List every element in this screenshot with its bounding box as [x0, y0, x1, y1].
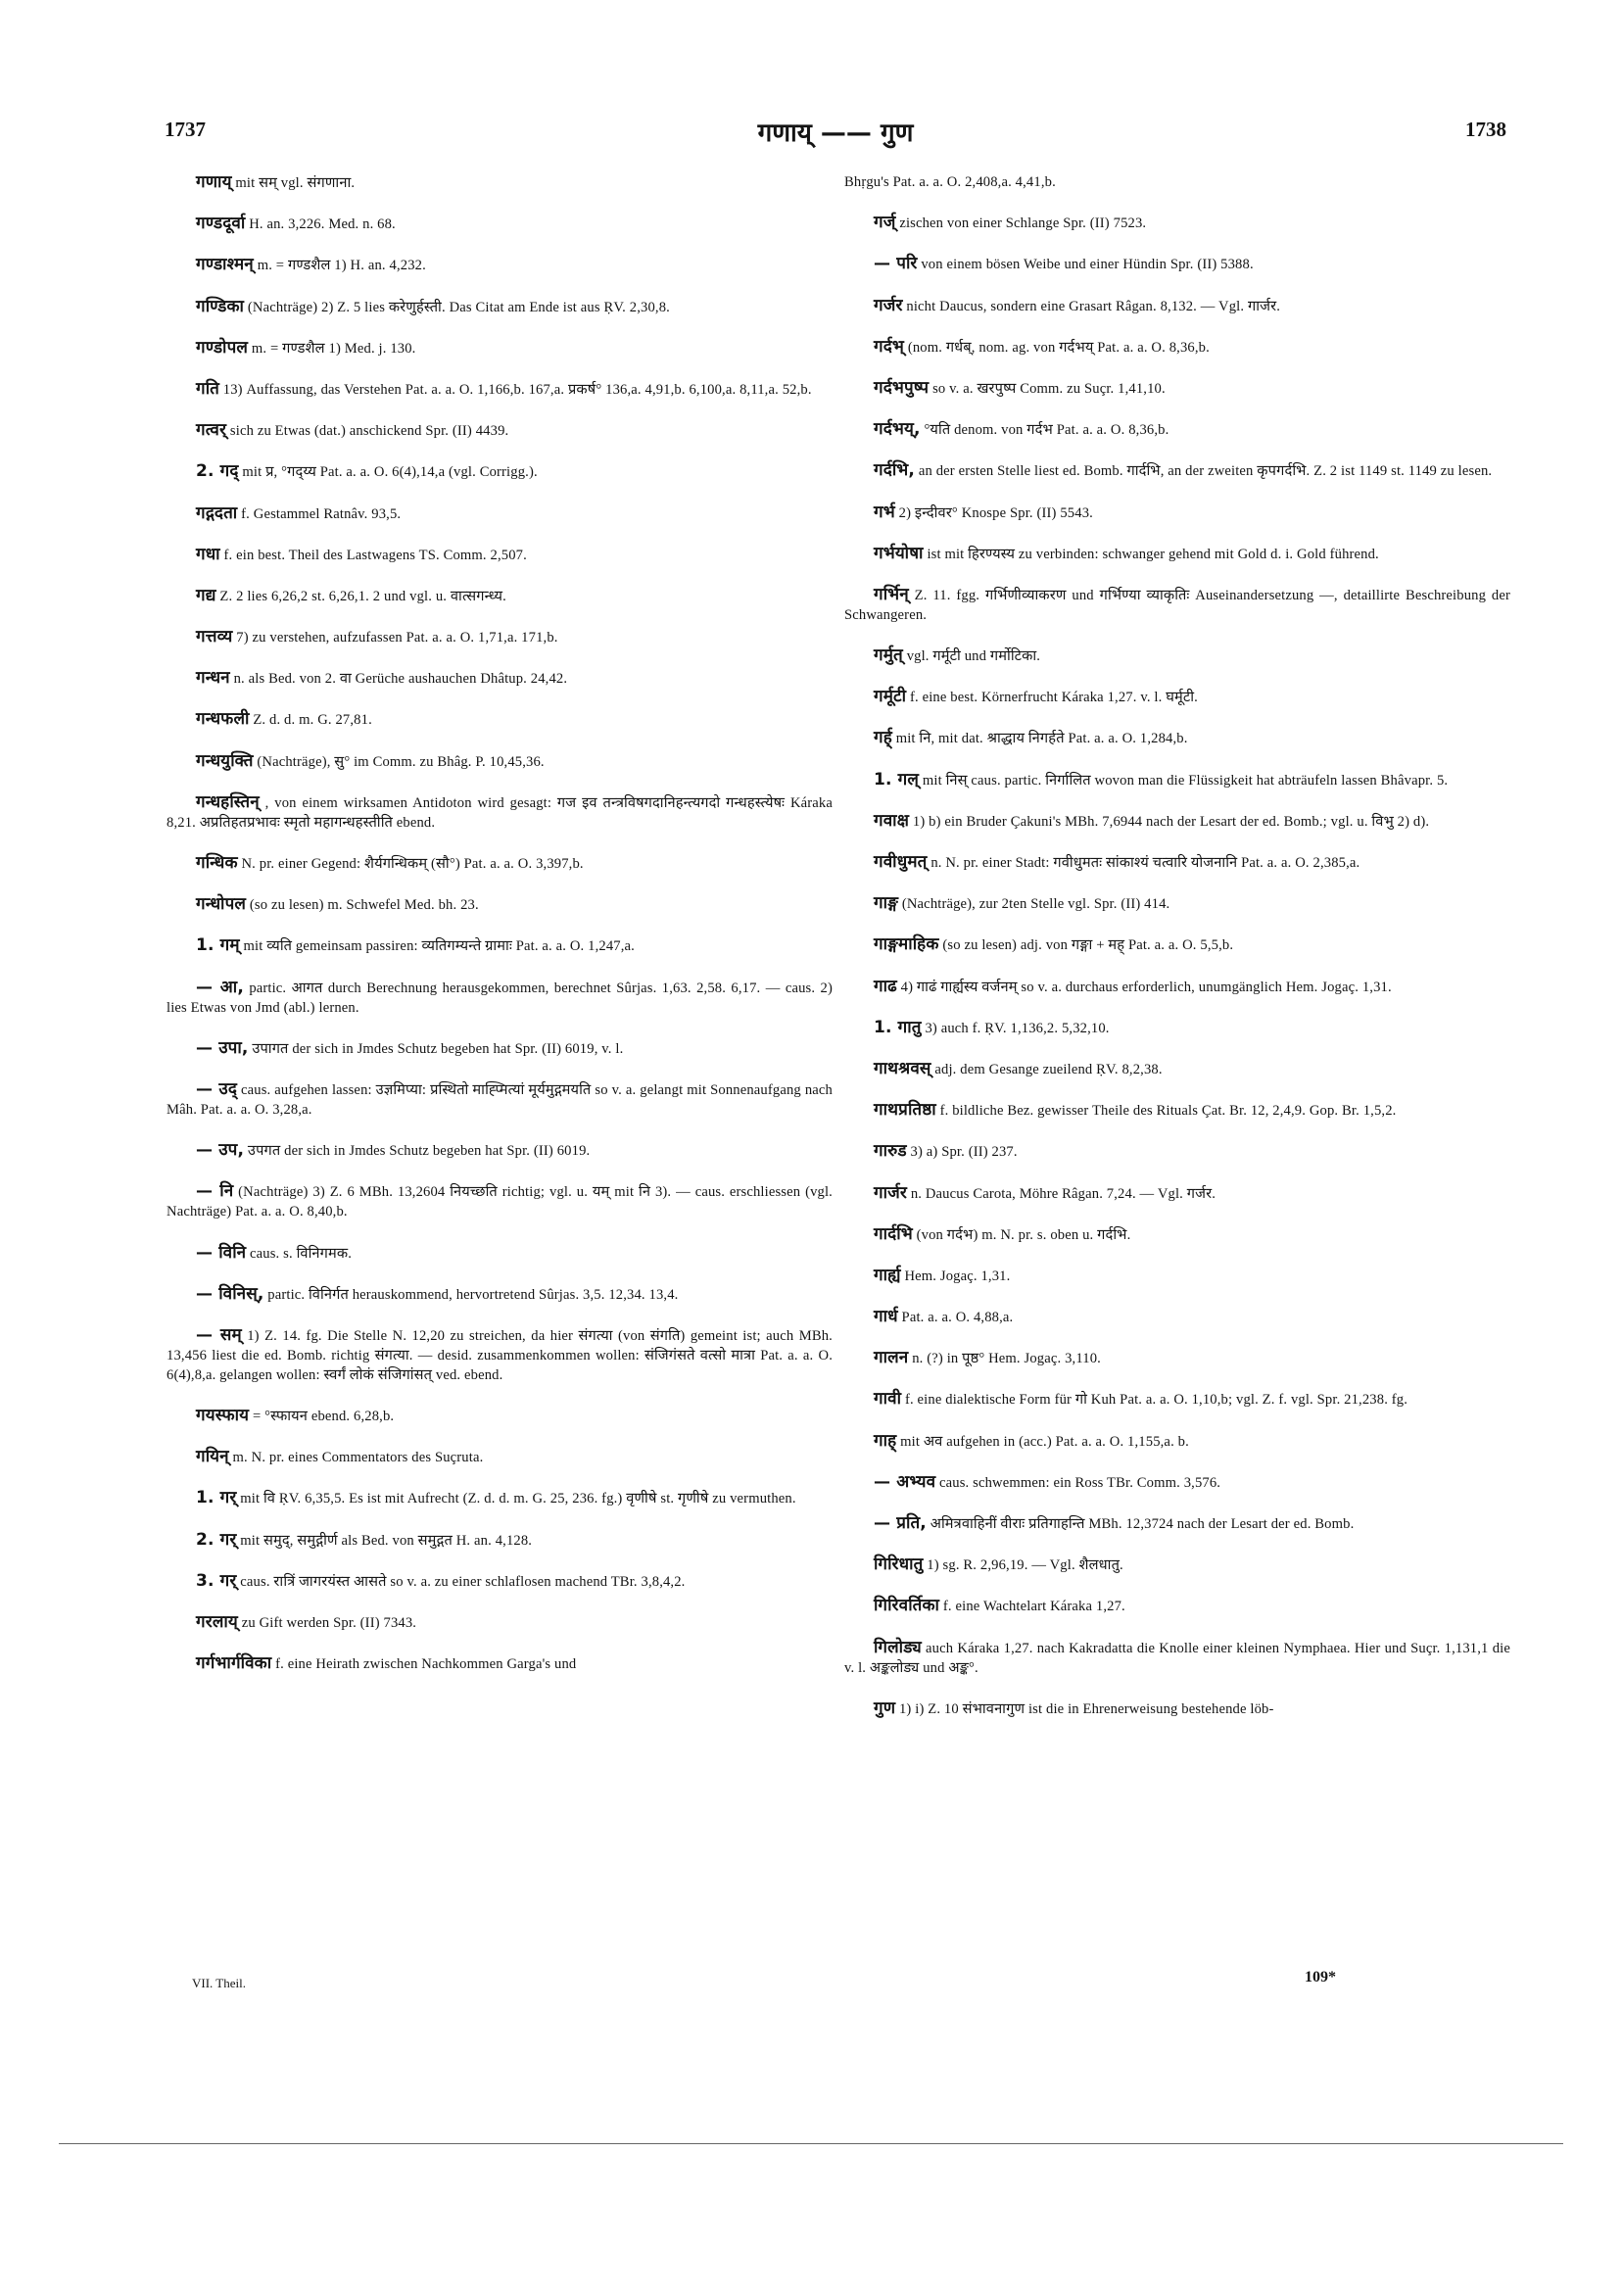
entry-headword: 1. गल् — [874, 769, 920, 789]
entry-text: (so zu lesen) adj. von गङ्गा + मह् Pat. a. a. O. 5,5,b. — [942, 937, 1234, 954]
dictionary-entry — [167, 545, 833, 565]
dictionary-entry — [844, 1698, 1510, 1719]
entry-text: m. = गण्डशैल 1) H. an. 4,232. — [257, 258, 426, 274]
entry-headword: गन्धोपल — [196, 894, 247, 915]
dictionary-entry — [844, 1596, 1510, 1616]
entry-headword: गद्य — [196, 585, 216, 605]
entry-headword: 1. गम् — [196, 935, 240, 956]
entry-text: zischen von einer Schlange Spr. (II) 7523. — [899, 215, 1147, 232]
entry-text: (nom. गर्धब्, nom. ag. von गर्दभय् Pat. a. a. O. 8,36,b. — [907, 339, 1210, 356]
entry-text: Bhṛgu's Pat. a. a. O. 2,408,a. 4,41,b. — [844, 174, 1056, 190]
entry-text: , von einem wirksamen Antidoton wird gesagt: गज इव तन्त्रविषगदानिहन्त्यगदो गन्धहस्त्येषः Káraka 8,21. अप्रतिहतप्रभावः स्मृतो महागन्धहस्तीति ebend. — [167, 794, 833, 831]
dictionary-entry — [167, 1612, 833, 1633]
entry-headword: गाह् — [874, 1430, 897, 1451]
entry-text: Z. 11. fgg. गर्भिणीव्याकरण und गर्भिण्या व्याकृतिः Auseinandersetzung —, detaillirte Beschreibung der Schwangeren. — [844, 587, 1510, 623]
dictionary-entry — [167, 1181, 833, 1221]
dictionary-entry — [844, 1224, 1510, 1245]
entry-text: 1) sg. R. 2,96,19. — Vgl. शैलधातु. — [927, 1557, 1123, 1574]
dictionary-entry — [167, 338, 833, 359]
entry-text: von einem bösen Weibe und einer Hündin Spr. (II) 5388. — [921, 257, 1254, 273]
entry-headword: गर्ह् — [874, 728, 892, 748]
entry-headword: गर्मूटी — [874, 687, 907, 707]
dictionary-entry — [844, 378, 1510, 399]
dictionary-entry — [844, 1555, 1510, 1575]
entry-text: (Nachträge), zur 2ten Stelle vgl. Spr. (II) 414. — [901, 896, 1170, 913]
entry-headword: — विनिस्, — [196, 1283, 264, 1304]
entry-headword: — विनि — [196, 1242, 247, 1263]
dictionary-entry — [167, 1079, 833, 1120]
dictionary-entry — [844, 502, 1510, 523]
dictionary-entry — [167, 420, 833, 441]
entry-text: (Nachträge), सु° im Comm. zu Bhâg. P. 10,45,36. — [257, 753, 545, 770]
entry-headword: गण्डोपल — [196, 337, 249, 358]
dictionary-entry — [844, 213, 1510, 233]
right-column — [844, 172, 1510, 1740]
dictionary-entry — [844, 585, 1510, 625]
entry-text: 7) zu verstehen, aufzufassen Pat. a. a. O. 1,71,a. 171,b. — [236, 630, 558, 646]
entry-headword: गर्दभय्, — [874, 419, 921, 440]
entry-text: 1) i) Z. 10 संभावनागुण ist die in Ehrenerweisung bestehende löb- — [898, 1700, 1274, 1717]
dictionary-entry — [167, 1284, 833, 1305]
part-label: VII. Theil. — [192, 1976, 246, 1990]
entry-text: mit निस् caus. partic. निर्गालित wovon man die Flüssigkeit hat abträufeln lassen Bhâvapr. 5. — [922, 772, 1449, 789]
entry-text: Pat. a. a. O. 4,88,a. — [901, 1310, 1014, 1326]
entry-text: mit अव aufgehen in (acc.) Pat. a. a. O. 1,155,a. b. — [900, 1433, 1189, 1450]
dictionary-entry — [167, 751, 833, 772]
entry-headword: गन्धहस्तिन् — [196, 791, 260, 812]
dictionary-entry — [167, 1488, 833, 1508]
entry-text: (von गर्दभ) m. N. pr. s. oben u. गर्दभि. — [916, 1226, 1131, 1243]
entry-text: 1) Z. 14. fg. Die Stelle N. 12,20 zu streichen, da hier संगत्या (von संगति) gemeint ist; auch MBh. 13,456 liest die ed. Bomb. richtig संगत्या. — desid. zusammenkommen wollen: संजिगंसते वत्सो मात्रा Pat. a. a. O. 6(4),8,a. gelangen wollen: स्वर्गं लोकं संजिगांसत् ved. ebend. — [167, 1327, 833, 1383]
entry-headword: गन्धफली — [196, 709, 250, 730]
entry-headword: गिरिवर्तिका — [874, 1596, 940, 1616]
dictionary-entry — [167, 668, 833, 689]
dictionary-entry — [167, 1325, 833, 1385]
entry-text: f. Gestammel Ratnâv. 93,5. — [241, 505, 402, 522]
dictionary-entry — [167, 853, 833, 874]
dictionary-entry — [844, 254, 1510, 274]
entry-headword: गार्दभि — [874, 1223, 913, 1244]
entry-text: n. (?) in पूष्ठ° Hem. Jogaç. 3,110. — [912, 1351, 1101, 1367]
entry-headword: गर्दभपुष्प — [874, 377, 930, 398]
dictionary-entry — [844, 1266, 1510, 1286]
entry-headword: — उद् — [196, 1078, 238, 1099]
entry-headword: गाथप्रतिष्ठा — [874, 1100, 936, 1121]
entry-text: 3) a) Spr. (II) 237. — [910, 1144, 1018, 1161]
dictionary-entry — [844, 172, 1510, 192]
dictionary-entry — [167, 461, 833, 482]
page-number-left: 1737 — [165, 118, 206, 141]
dictionary-entry — [167, 214, 833, 234]
entry-headword: गत्वर् — [196, 420, 227, 441]
entry-headword: गारुड — [874, 1141, 907, 1162]
entry-text: auch Káraka 1,27. nach Kakradatta die Knolle einer kleinen Nymphaea. Hier und Suçr. 1,131,1 die v. l. अङ्कलोड्य und अङ्क°. — [844, 1640, 1510, 1676]
dictionary-entry — [167, 586, 833, 606]
dictionary-entry — [844, 893, 1510, 914]
entry-text: caus. schwemmen: ein Ross TBr. Comm. 3,576. — [939, 1474, 1221, 1491]
entry-headword: गाङ्ग — [874, 893, 899, 914]
entry-headword: गार्ध — [874, 1307, 898, 1327]
entry-text: partic. विनिर्गत herauskommend, hervortretend Sûrjas. 3,5. 12,34. 13,4. — [267, 1286, 679, 1303]
dictionary-entry — [167, 1406, 833, 1426]
dictionary-entry — [844, 646, 1510, 666]
dictionary-entry — [167, 1530, 833, 1551]
dictionary-entry — [844, 1431, 1510, 1452]
entry-text: Z. d. d. m. G. 27,81. — [253, 712, 372, 729]
entry-text: = °स्फायन ebend. 6,28,b. — [252, 1409, 395, 1425]
entry-headword: गयस्फाय — [196, 1406, 250, 1426]
entry-text: mit प्र, °गद्य्य Pat. a. a. O. 6(4),14,a (vgl. Corrigg.). — [242, 464, 538, 481]
entry-text: caus. aufgehen lassen: उज्ञमिप्या: प्रस्थितो माह्प्मित्यां मूर्यमुद्गमयति so v. a. gelangt mit Sonnenaufgang nach Mâh. Pat. a. a. O. 3,28,a. — [167, 1081, 833, 1118]
entry-headword: गाथश्रवस् — [874, 1058, 931, 1078]
entry-headword: गावी — [874, 1389, 902, 1410]
dictionary-entry — [167, 1140, 833, 1161]
entry-text: caus. रात्रिं जागरयंस्त आसते so v. a. zu einer schlaflosen machend TBr. 3,8,4,2. — [240, 1573, 686, 1590]
entry-headword: गिरिधातु — [874, 1555, 924, 1575]
entry-headword: गणाय् — [196, 172, 232, 192]
entry-headword: — उपा, — [196, 1037, 249, 1058]
page-number-right: 1738 — [1465, 118, 1506, 141]
entry-text: partic. आगत durch Berechnung herausgekommen, berechnet Sûrjas. 1,63. 2,58. 6,17. — caus. 2) lies Etwas von Jmd (abl.) lernen. — [167, 980, 833, 1016]
entry-headword: गन्धयुक्ति — [196, 750, 254, 771]
entry-text: f. eine Heirath zwischen Nachkommen Garga's und — [275, 1656, 577, 1673]
entry-headword: गाढ — [874, 976, 897, 996]
entry-headword: गिलोड्य — [874, 1637, 922, 1657]
entry-headword: गालन — [874, 1348, 909, 1368]
dictionary-entry — [844, 1389, 1510, 1410]
entry-headword: 1. गातु — [874, 1017, 922, 1037]
entry-text: f. eine best. Körnerfrucht Káraka 1,27. v. l. घर्मूटी. — [909, 690, 1198, 706]
entry-headword: — सम् — [196, 1324, 242, 1345]
dictionary-entry — [167, 627, 833, 647]
entry-headword: गर्ज् — [874, 213, 896, 233]
entry-text: f. bildliche Bez. gewisser Theile des Rituals Çat. Br. 12, 2,4,9. Gop. Br. 1,5,2. — [939, 1103, 1397, 1120]
entry-text: sich zu Etwas (dat.) anschickend Spr. (II) 4439. — [229, 423, 509, 440]
entry-text: 1) b) ein Bruder Çakuni's MBh. 7,6944 nach der Lesart der ed. Bomb.; vgl. u. विभु 2) d). — [912, 813, 1430, 830]
dictionary-entry — [844, 852, 1510, 873]
running-title: गणाय् —— गुण — [757, 119, 914, 148]
entry-text: m. = गण्डशैल 1) Med. j. 130. — [251, 340, 416, 357]
entry-text: Hem. Jogaç. 1,31. — [904, 1268, 1011, 1284]
dictionary-entry — [844, 296, 1510, 316]
entry-text: n. N. pr. einer Stadt: गवीधुमतः सांकाश्यं चत्वारि योजनानि Pat. a. a. O. 2,385,a. — [930, 855, 1360, 871]
dictionary-entry — [844, 1183, 1510, 1204]
entry-text: उपागत der sich in Jmdes Schutz begeben hat Spr. (II) 6019, v. l. — [252, 1040, 624, 1057]
entry-headword: गति — [196, 378, 219, 399]
dictionary-entry — [167, 1243, 833, 1264]
dictionary-entry — [844, 687, 1510, 707]
dictionary-entry — [167, 709, 833, 730]
entry-headword: — परि — [874, 254, 918, 274]
entry-headword: गाङ्गमाहिक — [874, 934, 939, 955]
entry-headword: गयिन् — [196, 1447, 229, 1467]
dictionary-entry — [844, 1513, 1510, 1534]
entry-headword: गण्डाश्मन् — [196, 255, 254, 275]
dictionary-entry — [167, 172, 833, 193]
dictionary-entry — [167, 1571, 833, 1592]
entry-headword: गार्ह्य — [874, 1265, 901, 1285]
entry-text: (Nachträge) 2) Z. 5 lies करेणुर्हस्ती. Das Citat am Ende ist aus ṚV. 2,30,8. — [247, 299, 670, 315]
dictionary-entry — [167, 1653, 833, 1674]
dictionary-entry — [167, 503, 833, 524]
dictionary-entry — [844, 419, 1510, 440]
entry-text: N. pr. einer Gegend: शैर्यगन्धिकम् (सौ°) Pat. a. a. O. 3,397,b. — [241, 856, 584, 872]
entry-headword: गार्जर — [874, 1182, 907, 1203]
page-header — [165, 110, 1506, 149]
entry-text: so v. a. खरपुष्प Comm. zu Suçr. 1,41,10. — [932, 380, 1166, 397]
entry-headword: गवीधुमत् — [874, 852, 928, 872]
dictionary-entry — [844, 728, 1510, 748]
entry-headword: 1. गर् — [196, 1488, 237, 1508]
entry-text: f. eine Wachtelart Káraka 1,27. — [942, 1599, 1125, 1615]
entry-headword: गन्धिक — [196, 853, 238, 873]
dictionary-entry — [167, 894, 833, 915]
entry-headword: — नि — [196, 1181, 234, 1202]
entry-headword: गण्डदूर्वा — [196, 214, 246, 234]
entry-headword: गर्दभ् — [874, 336, 904, 357]
entry-headword: — प्रति, — [874, 1513, 927, 1533]
dictionary-entry — [844, 1141, 1510, 1162]
dictionary-entry — [844, 460, 1510, 481]
entry-headword: गुण — [874, 1698, 896, 1718]
dictionary-entry — [167, 1038, 833, 1059]
dictionary-entry — [844, 1100, 1510, 1121]
entry-text: उपगत der sich in Jmdes Schutz begeben hat Spr. (II) 6019. — [247, 1143, 591, 1160]
dictionary-entry — [167, 978, 833, 1018]
dictionary-entry — [844, 811, 1510, 832]
dictionary-entry — [844, 1472, 1510, 1493]
dictionary-entry — [167, 255, 833, 275]
dictionary-entry — [844, 1307, 1510, 1327]
left-column — [167, 172, 833, 1695]
entry-text: mit नि, mit dat. श्राद्धाय निगर्हते Pat. a. a. O. 1,284,b. — [895, 731, 1188, 747]
entry-text: vgl. गर्मूटी und गर्मोटिका. — [906, 648, 1041, 665]
dictionary-entry — [844, 544, 1510, 564]
entry-headword: गद्गदता — [196, 502, 238, 523]
entry-text: (so zu lesen) m. Schwefel Med. bh. 23. — [249, 897, 479, 914]
dictionary-entry — [844, 337, 1510, 358]
entry-headword: — अभ्यव — [874, 1471, 936, 1492]
dictionary-entry — [844, 1018, 1510, 1038]
dictionary-entry — [844, 1059, 1510, 1079]
dictionary-entry — [167, 935, 833, 956]
entry-headword: गत्तव्य — [196, 627, 233, 647]
entry-text: mit सम् vgl. संगणाना. — [235, 175, 356, 191]
entry-text: H. an. 3,226. Med. n. 68. — [249, 216, 396, 233]
dictionary-entry — [844, 1348, 1510, 1368]
bottom-rule — [59, 2143, 1563, 2144]
dictionary-entry — [844, 934, 1510, 955]
entry-text: an der ersten Stelle liest ed. Bomb. गार्दभि, an der zweiten कृपगर्दभि. Z. 2 ist 1149 st. 1149 zu lesen. — [918, 463, 1493, 480]
entry-text: zu Gift werden Spr. (II) 7343. — [241, 1615, 417, 1631]
dictionary-entry — [167, 379, 833, 400]
entry-text: mit वि ṚV. 6,35,5. Es ist mit Aufrecht (Z. d. d. m. G. 25, 236. fg.) वृणीषे st. गृणीषे zu vermuthen. — [240, 1491, 796, 1507]
entry-text: °यति denom. von गर्दभ Pat. a. a. O. 8,36,b. — [924, 422, 1169, 439]
entry-headword: गरलाय् — [196, 1612, 238, 1632]
entry-text: mit समुद्, समुद्गीर्ण als Bed. von समुद्गत H. an. 4,128. — [240, 1532, 533, 1549]
entry-headword: गर्भिन् — [874, 584, 909, 604]
entry-headword: गर्गभार्गविका — [196, 1653, 272, 1674]
entry-text: Z. 2 lies 6,26,2 st. 6,26,1. 2 und vgl. u. वात्सगन्ध्य. — [219, 588, 506, 604]
entry-text: अमित्रवाहिनीं वीराः प्रतिगाहन्ति MBh. 12,3724 nach der Lesart der ed. Bomb. — [930, 1516, 1355, 1532]
dictionary-entry — [844, 1638, 1510, 1678]
entry-text: (Nachträge) 3) Z. 6 MBh. 13,2604 नियच्छति richtig; vgl. u. यम् mit नि 3). — caus. erschliessen (vgl. Nachträge) Pat. a. a. O. 8,40,b. — [167, 1184, 833, 1220]
entry-text: n. als Bed. von 2. वा Gerüche aushauchen Dhâtup. 24,42. — [233, 671, 568, 688]
dictionary-entry — [167, 297, 833, 317]
entry-headword: गवाक्ष — [874, 810, 910, 831]
dictionary-entry — [167, 1447, 833, 1467]
entry-headword: गर्जर — [874, 295, 903, 315]
entry-headword: — उप, — [196, 1140, 245, 1161]
entry-text: adj. dem Gesange zueilend ṚV. 8,2,38. — [934, 1061, 1163, 1077]
entry-text: caus. s. विनिगमक. — [250, 1245, 353, 1262]
dictionary-entry — [167, 792, 833, 833]
entry-text: ist mit हिरण्यस्य zu verbinden: schwanger gehend mit Gold d. i. Gold führend. — [927, 546, 1379, 562]
entry-headword: गधा — [196, 544, 220, 564]
entry-text: 2) इन्दीवर° Knospe Spr. (II) 5543. — [898, 504, 1093, 521]
dictionary-entry — [844, 977, 1510, 997]
entry-headword: गर्भ — [874, 502, 895, 522]
entry-text: n. Daucus Carota, Möhre Râgan. 7,24. — Vgl. गर्जर. — [910, 1185, 1216, 1202]
entry-text: 13) Auffassung, das Verstehen Pat. a. a. O. 1,166,b. 167,a. प्रकर्ष° 136,a. 4,91,b. 6,100,a. 8,11,a. 52,b. — [222, 381, 812, 398]
entry-text: f. eine dialektische Form für गो Kuh Pat. a. a. O. 1,10,b; vgl. Z. f. vgl. Spr. 21,238. fg. — [904, 1392, 1408, 1409]
entry-headword: गर्मुत् — [874, 646, 903, 666]
entry-text: 3) auch f. ṚV. 1,136,2. 5,32,10. — [925, 1020, 1110, 1036]
entry-headword: गर्भयोषा — [874, 543, 924, 563]
sheet-signature: 109* — [1305, 1969, 1336, 1985]
entry-text: nicht Daucus, sondern eine Grasart Râgan. 8,132. — Vgl. गार्जर. — [906, 298, 1281, 314]
entry-text: f. ein best. Theil des Lastwagens TS. Comm. 2,507. — [223, 547, 527, 563]
entry-headword: गन्धन — [196, 668, 230, 689]
entry-headword: गर्दभि, — [874, 460, 916, 481]
entry-headword: — आ, — [196, 977, 244, 997]
dictionary-entry — [844, 770, 1510, 790]
entry-headword: 3. गर् — [196, 1570, 237, 1591]
entry-headword: 2. गद् — [196, 461, 239, 482]
entry-text: mit व्यति gemeinsam passiren: व्यतिगम्यन्ते ग्रामाः Pat. a. a. O. 1,247,a. — [243, 938, 635, 955]
entry-headword: 2. गर् — [196, 1529, 237, 1550]
entry-headword: गण्डिका — [196, 296, 245, 316]
entry-text: m. N. pr. eines Commentators des Suçruta. — [232, 1450, 484, 1466]
entry-text: 4) गाढं गार्ह्यस्य वर्जनम् so v. a. durchaus erforderlich, unumgänglich Hem. Jogaç. 1,31. — [900, 979, 1392, 995]
